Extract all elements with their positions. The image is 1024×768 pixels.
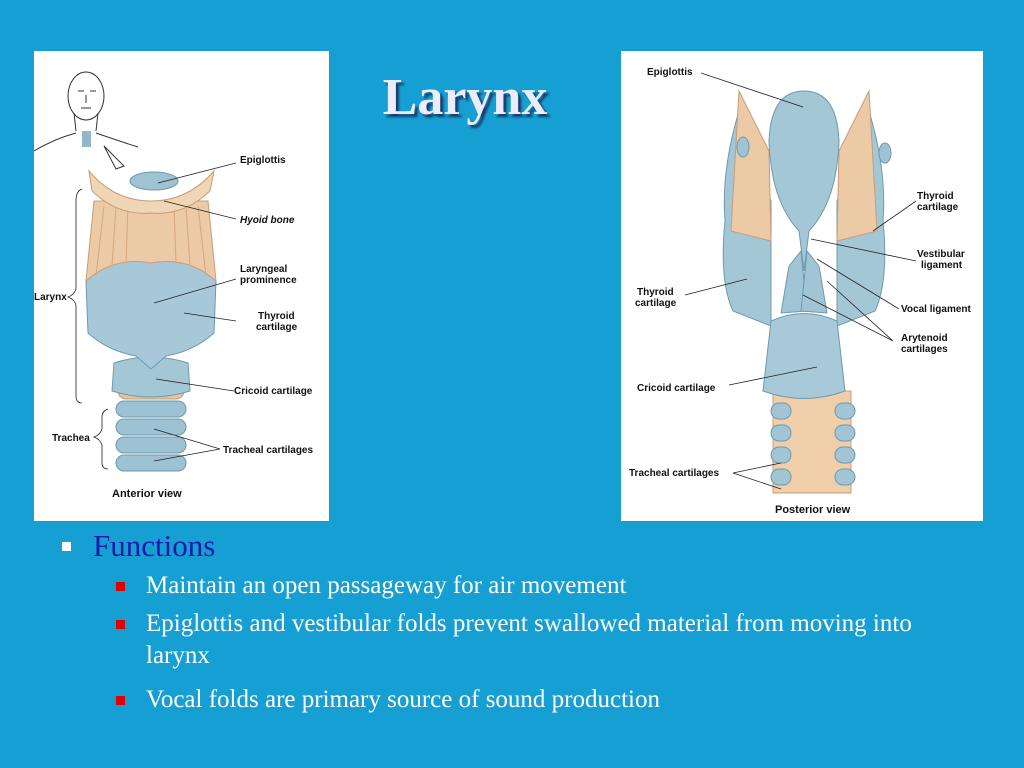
slide-title: Larynx (382, 69, 548, 126)
anterior-view-illustration (34, 51, 329, 521)
sub-bullet-1 (116, 570, 962, 602)
label-posterior-thyroid-right-1: Thyroid (917, 191, 954, 202)
label-posterior-thyroid-right-2: cartilage (917, 202, 959, 213)
label-larynx-brace: Larynx (34, 292, 67, 303)
bullet-functions (62, 528, 962, 564)
label-arytenoid-line1: Arytenoid (901, 333, 948, 344)
posterior-cricoid-shape (763, 314, 845, 399)
label-vestibular-line1: Vestibular (917, 249, 965, 260)
epiglottis-tip-shape (130, 172, 178, 190)
head-outline-icon (34, 72, 138, 169)
caption-posterior-view: Posterior view (775, 504, 851, 516)
sub-bullet-2-text: Epiglottis and vestibular folds prevent swallowed material from moving into larynx (146, 610, 912, 669)
label-thyroid-line1: Thyroid (258, 311, 295, 322)
bullet-heading-functions: Functions (93, 528, 216, 563)
caption-anterior-view: Anterior view (112, 488, 182, 500)
label-trachea-brace: Trachea (52, 433, 90, 444)
sub-bullet-3 (116, 684, 962, 716)
label-thyroid-line2: cartilage (256, 322, 298, 333)
anterior-view-figure (34, 51, 329, 521)
thyroid-cartilage-shape (86, 259, 216, 370)
label-vocal-ligament: Vocal ligament (901, 304, 971, 315)
label-posterior-tracheal: Tracheal cartilages (629, 468, 720, 479)
label-tracheal: Tracheal cartilages (223, 445, 314, 456)
posterior-view-illustration (621, 51, 983, 521)
label-posterior-thyroid-left-1: Thyroid (637, 287, 674, 298)
red-bullet-icon (116, 696, 125, 705)
label-posterior-cricoid: Cricoid cartilage (637, 383, 716, 394)
posterior-epiglottis-shape (769, 91, 839, 271)
label-posterior-epiglottis: Epiglottis (647, 67, 693, 78)
sub-bullet-3-text: Vocal folds are primary source of sound production (146, 686, 660, 713)
sub-bullet-1-text: Maintain an open passageway for air movement (146, 572, 627, 599)
label-epiglottis: Epiglottis (240, 155, 286, 166)
label-vestibular-line2: ligament (921, 260, 963, 271)
label-arytenoid-line2: cartilages (901, 344, 948, 355)
label-cricoid: Cricoid cartilage (234, 386, 313, 397)
label-laryngeal-line2: prominence (240, 275, 297, 286)
label-hyoid-bone: Hyoid bone (240, 215, 295, 226)
label-laryngeal-line1: Laryngeal (240, 264, 288, 275)
label-posterior-thyroid-left-2: cartilage (635, 298, 677, 309)
bullet-square-icon (62, 542, 71, 551)
sub-bullet-2 (116, 608, 962, 672)
red-bullet-icon (116, 620, 125, 629)
posterior-view-figure (621, 51, 983, 521)
bullet-list (62, 528, 962, 716)
red-bullet-icon (116, 582, 125, 591)
